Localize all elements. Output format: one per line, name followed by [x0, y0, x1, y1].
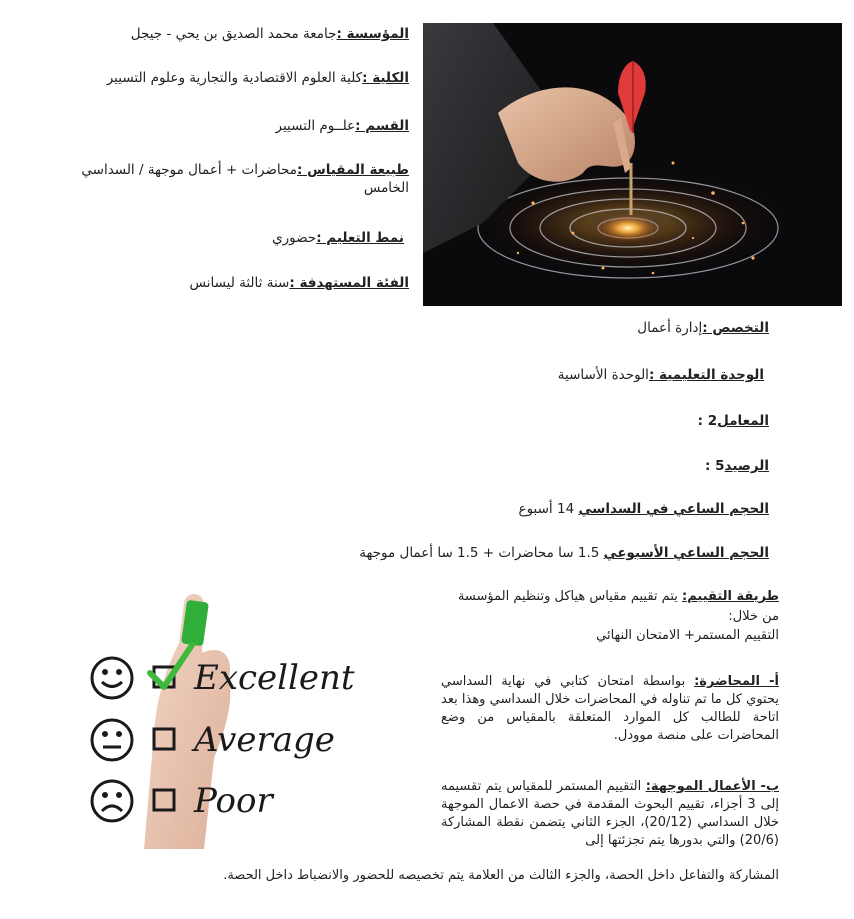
faculty-value: كلية العلوم الاقتصادية والتجارية وعلوم التسيير — [106, 70, 363, 86]
specialty-label: التخصص : — [702, 320, 769, 336]
lecture-label: أ- المحاضرة: — [694, 674, 780, 689]
credit-value: 5 : — [705, 458, 725, 474]
credit-label: الرصيد — [724, 458, 769, 474]
tutorials-label: ب- الأعمال الموجهة: — [645, 779, 780, 794]
specialty-line — [637, 320, 769, 336]
target-group-line — [190, 275, 409, 291]
course-nature-label: طبيعة المقياس : — [296, 162, 409, 178]
tutorials-text: التقييم المستمر للمقياس يتم تقسيمه إلى 3 أجزاء، تقييم البحوث المقدمة في حصة الاعمال الموجهة خلال السداسي (20/12)، الجزء الثاني يتضمن نقطة المشاركة (20/6) والتي بدورها يتم تجزئتها إلى — [441, 779, 779, 848]
teaching-mode-value: حضوري — [272, 230, 317, 246]
lecture-paragraph — [441, 673, 779, 745]
evaluation-line-3 — [596, 628, 779, 643]
sad-face-icon — [92, 781, 132, 821]
tutorials-paragraph — [441, 778, 779, 850]
specialty-value: إدارة أعمال — [637, 320, 703, 336]
faculty-line — [107, 70, 409, 86]
evaluation-text-2: من خلال: — [728, 609, 779, 624]
weekly-hours-value: 1.5 سا محاضرات + 1.5 سا أعمال موجهة — [359, 545, 604, 561]
teaching-unit-line — [558, 367, 764, 383]
target-group-label: الفئة المستهدفة : — [289, 275, 409, 291]
coefficient-value: 2 : — [697, 413, 718, 429]
credit-line — [705, 458, 769, 474]
teaching-mode-line — [272, 230, 404, 246]
evaluation-text-3: التقييم المستمر+ الامتحان النهائي — [596, 628, 779, 643]
target-group-value: سنة ثالثة ليسانس — [189, 275, 290, 291]
course-nature-value-2: الخامس — [363, 180, 409, 196]
evaluation-label: طريقة التقييم: — [682, 589, 779, 604]
evaluation-line-1 — [458, 589, 779, 604]
poor-label: Poor — [194, 781, 273, 821]
course-nature-value: محاضرات + أعمال موجهة / السداسي — [81, 162, 297, 178]
average-label: Average — [194, 720, 335, 760]
institution-value: جامعة محمد الصديق بن يحي - جيجل — [130, 26, 337, 42]
course-nature-line — [81, 162, 409, 178]
neutral-face-icon — [92, 720, 132, 760]
teaching-mode-label: نمط التعليم : — [316, 230, 404, 246]
evaluation-text-1: يتم تقييم مقياس هياكل وتنظيم المؤسسة — [457, 589, 682, 604]
institution-label: المؤسسة : — [336, 26, 409, 42]
semester-hours-line — [519, 501, 769, 517]
coefficient-label: المعامل — [717, 413, 769, 429]
dartboard-target-photo — [423, 23, 842, 306]
coefficient-line — [698, 413, 769, 429]
rating-checklist-photo — [84, 583, 384, 849]
institution-line — [131, 26, 409, 42]
tutorials-last-line — [223, 868, 779, 883]
department-label: القسم : — [355, 118, 409, 134]
teaching-unit-value: الوحدة الأساسية — [557, 367, 649, 383]
tutorials-last-text: المشاركة والتفاعل داخل الحصة، والجزء الثالث من العلامة يتم تخصيصه للحضور والانضباط داخل الحصة. — [223, 868, 779, 883]
lecture-text: بواسطة امتحان كتابي في نهاية السداسي يحتوي كل ما تم تناوله في المحاضرات خلال السداسي وهذا بعد اتاحة للطالب كل الموارد المتعلقة بالمقياس من وضع المحاضرات على منصة موودل. — [441, 674, 779, 743]
semester-hours-value: 14 أسبوع — [518, 501, 579, 517]
excellent-label: Excellent — [194, 658, 355, 698]
department-value: علــوم التسيير — [275, 118, 356, 134]
faculty-label: الكلية : — [362, 70, 409, 86]
evaluation-line-2 — [728, 609, 779, 624]
department-line — [276, 118, 409, 134]
smiley-face-icon — [92, 658, 132, 698]
semester-hours-label: الحجم الساعي في السداسي — [578, 501, 769, 517]
course-nature-line2 — [364, 180, 409, 196]
weekly-hours-label: الحجم الساعي الأسبوعي — [603, 545, 769, 561]
weekly-hours-line — [359, 545, 769, 561]
teaching-unit-label: الوحدة التعليمية : — [648, 367, 764, 383]
